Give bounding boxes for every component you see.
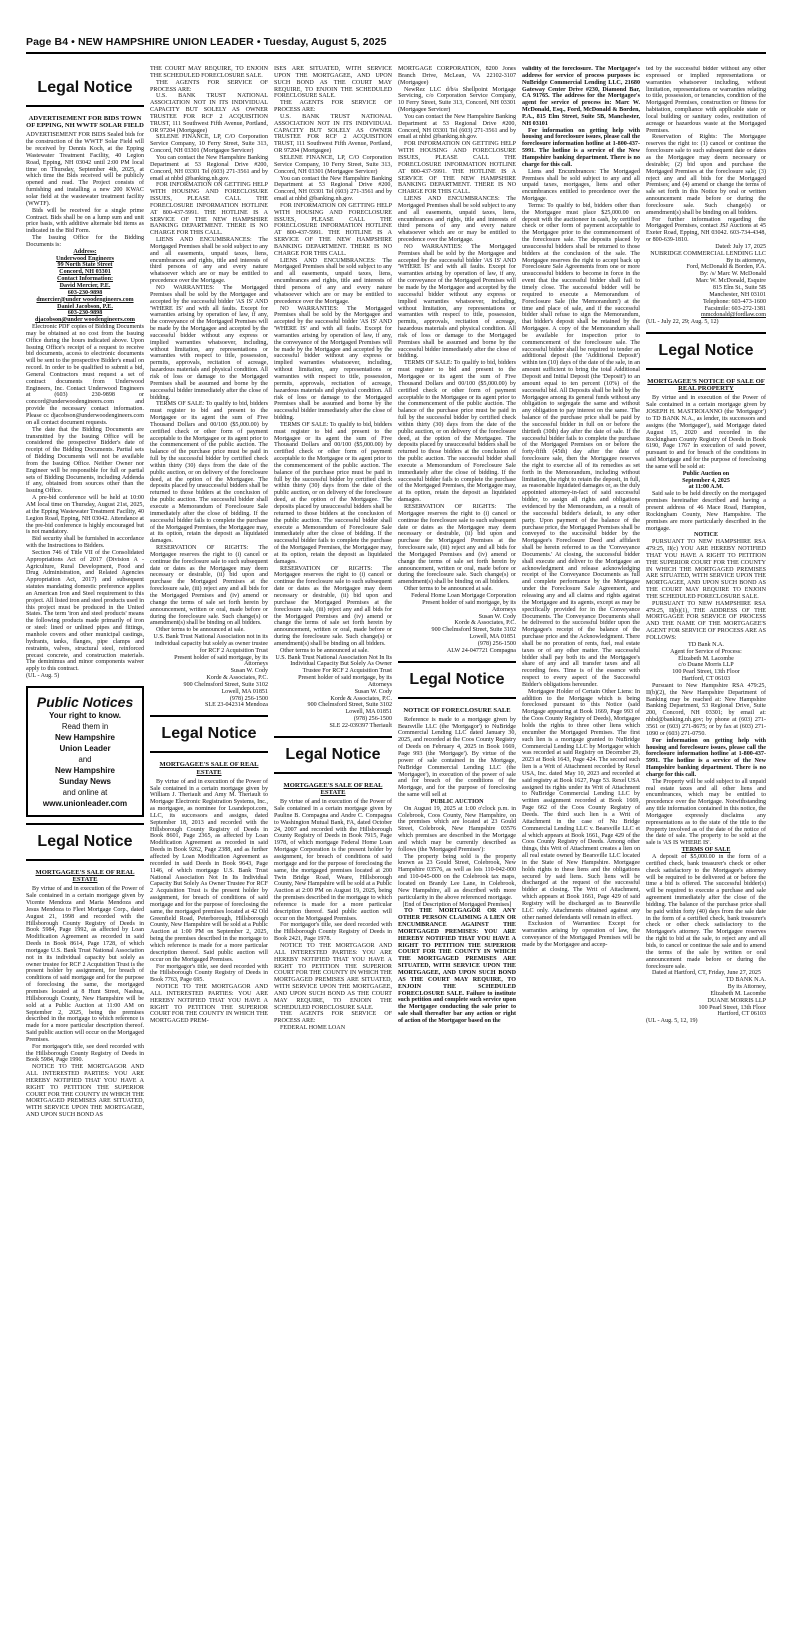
signature-line: (978) 256-1500: [229, 695, 268, 702]
promo-website-link[interactable]: www.unionleader.com: [42, 798, 128, 808]
notice-paragraph: Reference is made to a mortgage given by Bearsville LLC (the 'Mortgagor') to NuBridge Commercial Lending LLC dated January 30, 2025, and recorded at the Coos County Registry of Deeds on February 4, 2025 in Book 1669, Page 993 (the 'Mortgage'). By virtue of the power of sale contained in the Mortgage, NuBridge Commercial Lending LLC (the 'Mortgagee'), in execution of the power of sale and for breach of the conditions of the Mortgage, and for the purpose of foreclosing the same will sell at: [398, 716, 516, 799]
address-line: Agent for Service of Process:: [670, 648, 742, 655]
notice-paragraph: NOTICE TO THE MORTGAGOR AND ALL INTERESTED PARTIES: YOU ARE HEREBY NOTIFIED THAT YOU HAVE A RIGHT TO PETITION THE SUPERIOR COURT FOR THE COUNTY IN WHICH THE MORTGAGED PREMISES ARE SITUATED, WITH SERVICE UPON THE MORTGAGEE, AND UPON SUCH BOND AS THE COURT MAY REQUIRE, TO ENJOIN THE SCHEDULED FORECLOSURE SALE.: [274, 942, 392, 1011]
notice-paragraph: LIENS AND ENCUMBRANCES: The Mortgaged Premises shall be sold subject to any and all easements, unpaid taxes, liens, encumbrances and rights, title and interests of third persons of any and every nature whatsoever which are or may be entitled to precedence over the Mortgage.: [150, 237, 268, 285]
signature-line: U.S. Bank Trust National Association not in its individual capacity but solely as owner trustee for RCF 2 Acquisition Trust: [153, 634, 268, 654]
signature-line: Dated at Hartford, CT, Friday, June 27, 2025: [652, 970, 761, 977]
column-1: [26, 66, 144, 1119]
column-4: [398, 66, 516, 1596]
signature-line: Elizabeth M. Lacombe: [710, 990, 766, 997]
signature-line: Susan W. Cody: [230, 668, 268, 675]
address-line: 99 North State Street: [57, 262, 113, 269]
address-line: Hartford, CT 06103: [681, 676, 731, 683]
notice-paragraph: By virtue and in execution of the Power of Sale contained in a certain mortgage given by JOSEPH H. MASTROIANNO (the 'Mortgagor') to TD BANK N.A., as lender, its successors and assigns (the 'Mortgagee'), said Mortgage dated August 15, 2020 and recorded in the Rockingham County Registry of Deeds in Book 6190, Page 1767 in execution of said power, pursuant to and for breach of the conditions in said Mortgage and for the purpose of foreclosing the same will be sold at:: [646, 395, 766, 470]
notice-paragraph: Bid security shall be furnished in accordance with the Instructions to Bidders.: [26, 536, 144, 550]
signature-line: SLE 23-042314 Mendoza: [205, 702, 268, 709]
column-2: [150, 66, 268, 1596]
email-link[interactable]: mmcdonald@fordlaw.com: [701, 312, 766, 319]
notice-subheading: Public Auction on: [682, 470, 730, 477]
notice-paragraph: You can contact the New Hampshire Banking Department at 53 Regional Drive #200, Concord, NH 03301 Tel (603) 271-3561 and by email at nhbd @banking.nh.gov.: [274, 175, 392, 203]
signature-line: 100 Pearl Street, 13th Floor: [698, 1004, 766, 1011]
notice-paragraph: Pursuant to New Hampshire RSA 479:25, II(b)(2), the New Hampshire Department of Banking may be reached at: New Hampshire Banking Department, 53 Regional Drive, Suite 200, Concord, NH 03301; by email at: nhbd@banking.nh.gov; by phone at (603) 271-3561 or (603) 271-8675; or by fax at (603) 271-1090 or (603) 271-0750.: [646, 682, 766, 737]
signature-line: SLE 22-039397 Theriault: [329, 723, 392, 729]
address-line: 100 Pearl Street, 13th Floor: [672, 669, 740, 676]
signature-line: Korde & Associates, P.C.: [206, 675, 268, 682]
notice-subheading: PUBLIC AUCTION: [430, 798, 484, 805]
email-link[interactable]: djacobson@under woodengineers.com: [34, 317, 135, 324]
notice-paragraph: NO WARRANTIES: The Mortgaged Premises shall be sold by the Mortgagee and accepted by the successful bidder 'AS IS' AND 'WHERE IS' and with all faults. Except for warranties arising by operation of law, if any, the conveyance of the Mortgaged Premises will be made by the Mortgagee and accepted by the successful bidder without any express or implied warranties whatsoever, including, without limitation, any representations or warranties with respect to title, possession, permits, approvals, recitation of acreage, hazardous materials and physical condition. All risk of loss or damage to the Mortgaged Premises shall be assumed and borne by the successful bidder immediately after the close of bidding.: [274, 305, 392, 422]
notice-paragraph: U.S. BANK TRUST NATIONAL ASSOCIATION NOT IN ITS INDIVIDUAL CAPACITY BUT SOLELY AS OWNER TRUSTEE FOR RCF 2 ACQUISITION TRUST, 111 Southwest Fifth Avenue, Portland, OR 97204 (Mortgagee): [150, 93, 268, 134]
notice-title: MORTGAGEE'S SALE OF REAL ESTATE: [283, 781, 383, 797]
notice-paragraph: THE COURT MAY REQUIRE, TO ENJOIN THE SCHEDULED FORECLOSURE SALE.: [150, 66, 268, 79]
signature-line: Federal Home Loan Mortgage Corporation: [411, 592, 516, 599]
email-link[interactable]: dmercier@under woodengineers.com: [36, 296, 134, 303]
notice-paragraph: THE AGENTS FOR SERVICE OF PROCESS ARE:: [274, 100, 392, 114]
promo-line: Read them in: [61, 721, 109, 731]
notice-paragraph: NOTICE TO THE MORTGAGOR AND ALL INTERESTED PARTIES: YOU ARE HEREBY NOTIFIED THAT YOU HAVE A RIGHT TO PETITION THE SUPERIOR COURT FOR THE COUNTY IN WHICH THE MORTGAGED PREM-: [150, 984, 268, 1025]
notice-paragraph: You can contact the New Hampshire Banking Department at 53 Regional Drive #200, Concord, NH 03301 Tel (603) 271-3561 and by email at nhbd @banking.nh.gov.: [398, 113, 516, 141]
notice-subheading: at 11:00 A.M.: [688, 484, 724, 491]
notice-paragraph: FOR INFORMATION ON GETTING HELP WITH HOUSING AND FORECLOSURE ISSUES, PLEASE CALL THE FORECLOSURE INFORMATION HOTLINE AT 800-437-5991. THE HOTLINE IS A SERVICE OF THE NEW HAMPSHIRE BANKING DEPARTMENT. THERE IS NO CHARGE FOR THIS CALL.: [398, 141, 516, 196]
public-notices-promo: [26, 686, 144, 817]
address-line: David Mercier, P.E.: [59, 282, 111, 289]
notice-paragraph: On August 19, 2025 at 1:00 o'clock p.m. in Colebrook, Coos County, New Hampshire, on the premises which are located at 23 Gould Street, Colebrook, New Hampshire 03576 which premises are described in the Mortgage and which may be currently described as follows (the 'Mortgaged Premises'):: [398, 805, 516, 853]
legal-notice-banner: Legal Notice: [274, 736, 392, 774]
notice-paragraph: TERMS OF SALE: To qualify to bid, bidders must register to bid and present to the Mortgagee or its agent the sum of Five Thousand Dollars and 00/100 ($5,000.00) by certified check or other form of payment acceptable to the Mortgagee or its agent prior to the commencement of the public auction. The balance of the purchase price must be paid in full by the successful bidder by certified check within thirty (30) days from the date of the public auction, or on delivery of the foreclosure deed, at the option of the Mortgagee. The deposits placed by unsuccessful bidders shall be returned to those bidders at the conclusion of the public auction. The successful bidder shall execute a Memorandum of Foreclosure Sale immediately after the close of bidding. If the successful bidder fails to complete the purchase of the Mortgaged Premises, the Mortgagee may, at its option, retain the deposit as liquidated damages.: [398, 360, 516, 504]
address-line: Underwood Engineers: [55, 255, 115, 262]
signature-line: Facsimile: 603-272-1381: [704, 305, 766, 312]
address-line: 603-230-9898: [67, 289, 103, 296]
signature-line: Lowell, MA 01851: [469, 634, 516, 641]
promo-line: New Hampshire: [54, 765, 116, 775]
signature-line: By its attorneys,: [726, 257, 766, 264]
publication-tag: (UL - Aug. 5, 12, 19): [646, 1018, 698, 1025]
notice-paragraph: For mortgagor's title, see deed recorded with the Hillsborough County Registry of Deeds in Book 5984, Page 1990.: [26, 1043, 144, 1064]
notice-paragraph: SELENE FINANCE, LP, C/O Corporation Service Company, 10 Ferry Street, Suite 313, Concord, NH 03301 (Mortgagee Servicer): [274, 154, 392, 175]
notice-paragraph: By virtue of and in execution of the Power of Sale contained in a certain mortgage given by Pauline B. Compagna and Andre C. Compagna to Washington Mutual Bank, FA, dated October 24, 2007 and recorded with the Hillsborough County Registry of Deeds in Book 7915, Page 1978, of which mortgage Federal Home Loan Mortgage Corporation is the present holder by assignment, for breach of conditions of said mortgage and for the purpose of foreclosing the same, the mortgaged premises located at 200 Twin Bridge Road, Weare, Hillsborough County, New Hampshire will be sold at a Public Auction at 2:00 PM on August 19, 2025, being the premises described in the mortgage to which reference is made for a more particular description thereof. Said public auction will occur on the Mortgaged Premises.: [274, 799, 392, 922]
address-line: Daniel Jacobson, P.E.: [57, 303, 113, 310]
signature-line: Manchester, NH 03101: [709, 291, 766, 298]
notice-paragraph: Exclusion of Warranties: Except for warranties arising by operation of law, the conveyance of the Mortgaged Premises will be made by the Mortgagee and accep-: [522, 921, 640, 948]
notice-paragraph: NOTICE TO THE MORTGAGOR AND ALL INTERESTED PARTIES: YOU ARE HEREBY NOTIFIED THAT YOU HAVE A RIGHT TO PETITION THE SUPERIOR COURT FOR THE COUNTY IN WHICH THE MORTGAGED PREMISES ARE SITUATED, WITH SERVICE UPON THE MORTGAGEE, AND UPON SUCH BOND AS: [26, 1064, 144, 1119]
notice-title: ADVERTISEMENT FOR BIDS TOWN OF EPPING, NH WWTF SOLAR FIELD: [26, 115, 144, 130]
notice-subheading: NOTICE: [693, 532, 719, 539]
publication-tag: (UL - July 22, 29; Aug. 5, 12): [646, 319, 719, 326]
notice-paragraph: validity of the foreclosure. The Mortgagee's address for service of process purposes is: NuBridge Commercial Lending LLC, 21680 Gateway Center Drive #230, Diamond Bar, CA 91765. The address for the Mortgagee's agent for service of process in: Marc W. McDonald, Esq., Ford, McDonald & Borden, P.A., 815 Elm Street, Suite 5B, Manchester, NH 03101: [522, 66, 640, 127]
notice-paragraph: THE AGENTS FOR SERVICE OF PROCESS ARE:: [150, 79, 268, 93]
signature-line: Korde & Associates, P.C.: [454, 620, 516, 627]
promo-line: Your right to know.: [49, 710, 121, 720]
signature-line: By: /s/ Marc W. McDonald: [699, 271, 766, 278]
notice-paragraph: PURSUANT TO NEW HAMPSHIRE RSA 479:25, II(c) YOU ARE HEREBY NOTIFIED THAT YOU HAVE A RIGHT TO PETITION THE SUPERIOR COURT FOR THE COUNTY IN WHICH THE MORTGAGED PREMISES ARE SITUATED, WITH SERVICE UPON THE MORTGAGEE, AND UPON SUCH BOND AS THE COURT MAY REQUIRE TO ENJOIN THE SCHEDULED FORECLOSURE SALE.: [646, 539, 766, 600]
notice-paragraph: LIENS AND ENCUMBRANCES: The Mortgaged Premises shall be sold subject to any and all easements, unpaid taxes, liens, encumbrances and rights, title and interests of third persons of any and every nature whatsoever which are or may be entitled to precedence over the Mortgage.: [274, 257, 392, 305]
notice-paragraph: For information on getting help with housing and foreclosure issues, please call the foreclosure information hotline at 1-800-437-5991. The hotline is a service of the New Hampshire banking department. There is no charge for this call.: [522, 127, 640, 168]
notice-paragraph: For further information regarding the Mortgaged Premises, contact JSJ Auctions at 45 Exeter Road, Epping, NH 03042. 603-734-4348, or 800-639-1810.: [646, 216, 766, 244]
notice-paragraph: By virtue of and in execution of the Power of Sale contained in a certain mortgage given by William J. Theriault and Amy M. Theriault to Mortgage Electronic Registration Systems, Inc., as mortgagee, as nominee for Loandepot.com, LLC, its successors and assigns, dated September 18, 2013 and recorded with the Hillsborough County Registry of Deeds in Book 8601, Page 2365, as affected by Loan Modification Agreement as recorded in said Deeds in Book 9262, Page 2388, and as further affected by Loan Modification Agreement as recorded in said Deeds in Book 9643, Page 1146, of which mortgage U.S. Bank Trust National Association Not In Its Individual Capacity But Solely As Owner Trustee For RCF 2 Acquisition Trust is the present holder by assignment, for breach of conditions of said mortgage and for the purpose of foreclosing the same, the mortgaged premises located at 42 Old Greenfield Road, Peterborough, Hillsborough County, New Hampshire will be sold at a Public Auction at 1:00 PM on September 2, 2025, being the premises described in the mortgage to which reference is made for a more particular description thereof. Said public auction will occur on the Mortgaged Premises.: [150, 778, 268, 963]
signature-line: Korde & Associates, P.C.: [330, 695, 392, 702]
notice-paragraph: TO THE MORTGAGOR OR ANY OTHER PERSON CLAIMING A LIEN OR ENCUMBRANCE AGAINST THE MORTGAGED PREMISES: YOU ARE HEREBY NOTIFIED THAT YOU HAVE A RIGHT TO PETITION THE SUPERIOR COURT FOR THE COUNTY IN WHICH THE MORTGAGED PREMISES ARE SITUATED, WITH SERVICE UPON THE MORTGAGEE, AND UPON SUCH BOND AS THE COURT MAY REQUIRE, TO ENJOIN THE SCHEDULED FORECLOSURE SALE. Failure to institute such petition and complete such service upon the Mortgagee conducting the sale prior to sale shall thereafter bar any action or right of action of the Mortgagor based on the: [398, 908, 516, 1024]
notice-paragraph: Mortgagee Holder of Certain Other Liens: In addition to the Mortgage which is being foreclosed pursuant to this Notice (said Mortgage appearing at Book 1669, Page 993 of the Coos County Registry of Deeds), Mortgagee holds the rights to three other liens which encumber the Mortgaged Premises. The first such lien is a mortgage granted to NuBridge Commercial Lending LLC by Mortgagor which was recorded at said Registry on December 29, 2023 at Book 1643, Page 424. The second such lien is a Writ of Attachment recorded by Rexel USA, Inc. dated May 10, 2023 and recorded at said registry at Book 1627, Page 53. Rexel USA assigned its rights under its Writ of Attachment to NuBridge Commercial Lending LLC by written assignment recorded at Book 1669, Page 662 of the Coos County Registry of Deeds. The third such lien is a Writ of Attachment in the case of Nu Bridge Commercial Lending LLC v. Bearsville LLC et al which appears at Book 1661, Page 429 of the Coos County Registry of Deeds. Among other things, this Writ of Attachment creates a lien on all real estate owned by Bearsville LLC located in the State of New Hampshire. Mortgagee holds rights to these liens and the obligations secured by said liens. Such liens will be discharged at the request of the successful bidder at closing. The Writ of Attachment, which appears at Book 1661, Page 429 of said Registry will be discharged as to Bearsville LLC only. Attachments obtained against any other named defendants will remain in effect.: [522, 688, 640, 921]
address-line: c/o Duane Morris LLP: [678, 662, 734, 669]
signature-line: (978) 256-1500: [477, 640, 516, 647]
signature-line: Present holder of said mortgage, by its Attorneys: [422, 599, 516, 613]
address-line: Concord, NH 03301: [59, 269, 111, 276]
notice-paragraph: TERMS OF SALE: To qualify to bid, bidders must register to bid and present to the Mortgagee or its agent the sum of Five Thousand Dollars and 00/100 ($5,000.00) by certified check or other form of payment acceptable to the Mortgagee or its agent prior to the commencement of the public auction. The balance of the purchase price must be paid in full by the successful bidder by certified check within thirty (30) days from the date of the public auction, or on delivery of the foreclosure deed, at the option of the Mortgagee. The deposits placed by unsuccessful bidders shall be returned to those bidders at the conclusion of the public auction. The successful bidder shall execute a Memorandum of Foreclosure Sale immediately after the close of bidding. If the successful bidder fails to complete the purchase of the Mortgaged Premises, the Mortgagee may, at its option, retain the deposit as liquidated damages.: [150, 401, 268, 545]
promo-line: New Hampshire: [54, 732, 116, 742]
notice-paragraph: By virtue of and in execution of the Power of Sale contained in a certain mortgage given by Vicente Mendoza and Maria Mendoza and Jesus Mendoza to Fleet Mortgage Corp., dated August 21, 1998 and recorded with the Hillsborough County Registry of Deeds in Book 5984, Page 1992, as affected by Loan Modification Agreement as recorded in said Deeds in Book 8614, Page 1728, of which mortgage U.S. Bank Trust National Association not in its individual capacity but solely as owner trustee for RCF 2 Acquisition Trust is the present holder by assignment, for breach of conditions of said mortgage and for the purpose of foreclosing the same, the mortgaged premises located at 8 Hunt Street, Nashua, Hillsborough County, New Hampshire will be sold at a Public Auction at 11:00 AM on September 2, 2025, being the premises described in the mortgage to which reference is made for a more particular description thereof. Said public auction will occur on the Mortgaged Premises.: [26, 886, 144, 1043]
legal-notice-banner: Legal Notice: [26, 823, 144, 861]
page-header-line: Page B4 • NEW HAMPSHIRE UNION LEADER • Tuesday, August 5, 2025: [26, 36, 387, 48]
signature-line: Hartford, CT 06103: [717, 1011, 766, 1018]
signature-line: Susan W. Cody: [354, 688, 392, 695]
signature-line: TD BANK N.A.: [725, 977, 766, 984]
notice-paragraph: For mortgagor's title, see deed recorded with the Hillsborough County Registry of Deeds in Book 7763, Page 695.: [150, 963, 268, 984]
notice-paragraph: You can contact the New Hampshire Banking Department at 53 Regional Drive #200, Concord, NH 03301 Tel (603) 271-3561 and by email at nhbd @banking.nh.gov.: [150, 154, 268, 182]
notice-paragraph: THE AGENTS FOR SERVICE OF PROCESS ARE:: [274, 1011, 392, 1025]
notice-paragraph: ted by the successful bidder without any other expressed or implied representations or warranties whatsoever including, without limitation, representations or warranties relating to title, possession, or tenancies, condition of the Mortgaged Premises, construction or fitness for habitation, compliance with applicable state or local building or sanitary codes, restitution of acreage or hazardous waste at the Mortgaged Premises.: [646, 66, 766, 134]
publication-tag: (UL - Aug. 5): [26, 673, 60, 680]
signature-line: Present holder of said mortgage, by its Attorneys: [298, 675, 392, 688]
signature-line: Present holder of said mortgage, by its Attorneys: [174, 654, 268, 668]
promo-line: Sunday News: [58, 776, 111, 786]
notice-title: MORTGAGEE'S NOTICE OF SALE OF REAL PROPERTY: [647, 378, 765, 393]
address-line: Address:: [73, 248, 97, 255]
signature-line: Lowell, MA 01851: [221, 688, 268, 695]
signature-line: 900 Chelmsford Street, Suite 3102: [183, 681, 268, 688]
column-5: [522, 66, 640, 1596]
notice-paragraph: FEDERAL HOME LOAN: [280, 1025, 346, 1032]
legal-notice-banner: Legal Notice: [150, 715, 268, 753]
legal-notice-banner: Legal Notice: [646, 332, 766, 370]
signature-line: Lowell, MA 01851: [345, 709, 392, 716]
notice-paragraph: RESERVATION OF RIGHTS: The Mortgagee reserves the right to (i) cancel or continue the foreclosure sale to such subsequent date or dates as the Mortgagee may deem necessary or desirable, (ii) bid upon and purchase the Mortgaged Premises at the foreclosure sale, (iii) reject any and all bids for the Mortgaged Premises and (iv) amend or change the terms of sale set forth herein by announcement, written or oral, made before or during the foreclosure sale. Such change(s) or amendment(s) shall be binding on all bidders.: [398, 504, 516, 586]
column-3: [274, 66, 392, 1596]
notice-paragraph: FOR INFORMATION ON GETTING HELP WITH HOUSING AND FORECLOSURE ISSUES, PLEASE CALL THE FORECLOSURE INFORMATION HOTLINE AT 800-437-5991. THE HOTLINE IS A SERVICE OF THE NEW HAMPSHIRE BANKING DEPARTMENT. THERE IS NO CHARGE FOR THIS CALL.: [274, 202, 392, 257]
signature-line: Telephone: 603-473-1600: [702, 298, 766, 305]
promo-line: and: [78, 754, 92, 764]
notice-paragraph: U.S. BANK TRUST NATIONAL ASSOCIATION NOT IN ITS INDIVIDUAL CAPACITY BUT SOLELY AS OWNER TRUSTEE FOR RCF 2 ACQUISITION TRUST, 111 Southwest Fifth Avenue, Portland, OR 97204 (Mortgagee): [274, 113, 392, 155]
signature-line: 900 Chelmsford Street, Suite 3102: [307, 702, 392, 709]
notice-paragraph: Other terms to be announced at sale.: [280, 647, 369, 654]
notice-paragraph: For mortgagor's title, see deed recorded with the Hillsborough County Registry of Deeds in Book 2421, Page 1978.: [274, 922, 392, 943]
promo-line: Union Leader: [59, 743, 111, 753]
signature-line: Marc W. McDonald, Esquire: [695, 278, 766, 285]
signature-line: DUANE MORRIS LLP: [707, 997, 766, 1004]
signature-line: NUBRIDGE COMMERCIAL LENDING LLC: [650, 250, 766, 257]
notice-paragraph: Section 746 of Title VII of the Consolidated Appropriations Act of 2017 (Division A - Agriculture, Rural Development, Food and Drug Administration, and Related Agencies Appropriation Act, 2017) and subsequent statutes mandating domestic preference applies an American Iron and Steel requirement to this project. All listed iron and steel products used in this project must be produced in the United States. The term 'iron and steel products' means the following products made primarily of iron or steel: lined or unlined pipes and fittings, manhole covers and other municipal castings, hydrants, tanks, flanges, pipe clamps and restraints, valves, structural steel, reinforced precast concrete, and construction materials. The deminimus and minor components waiver apply to this contract.: [26, 549, 144, 673]
notice-paragraph: Bids will be received for a single prime Contract. Bids shall be on a lump sum and unit price basis, with additive alternate bid items as indicated in the Bid Form.: [26, 207, 144, 235]
notice-paragraph: MORTGAGE CORPORATION, 8200 Jones Branch Drive, McLean, VA 22102-3107 (Mortgagee): [398, 66, 516, 86]
notice-paragraph: RESERVATION OF RIGHTS: The Mortgagee reserves the right to (i) cancel or continue the foreclosure sale to such subsequent date or dates as the Mortgagee may deem necessary or desirable, (ii) bid upon and purchase the Mortgaged Premises at the foreclosure sale, (iii) reject any and all bids for the Mortgaged Premises and (iv) amend or change the terms of sale set forth herein by announcement, written or oral, made before or during the foreclosure sale. Such change(s) or amendment(s) shall be binding on all bidders.: [150, 545, 268, 627]
legal-notice-banner: Legal Notice: [398, 661, 516, 699]
notice-subheading: September 4, 2025: [682, 477, 730, 484]
notice-paragraph: For information on getting help with housing and foreclosure issues, please call the foreclosure information hotline at 1-800-437-5991. The hotline is a service of the New Hampshire banking department. There is no charge for this call.: [646, 737, 766, 778]
signature-line: Susan W. Cody: [478, 613, 516, 620]
page-header: [26, 28, 766, 54]
notice-title: MORTGAGEE'S SALE OF REAL ESTATE: [35, 868, 135, 884]
notice-paragraph: LIENS AND ENCUMBRANCES: The Mortgaged Premises shall be sold subject to any and all easements, unpaid taxes, liens, encumbrances and rights, title and interests of third persons of any and every nature whatsoever which are or may be entitled to precedence over the Mortgage.: [398, 196, 516, 244]
promo-heading: Public Notices: [36, 693, 134, 710]
notice-paragraph: TERMS OF SALE: To qualify to bid, bidders must register to bid and present to the Mortgagee or its agent the sum of Five Thousand Dollars and 00/100 ($5,000.00) by certified check or other form of payment acceptable to the Mortgagee or its agent prior to the commencement of the public auction. The balance of the purchase price must be paid in full by the successful bidder by certified check within thirty (30) days from the date of the public auction, or on delivery of the foreclosure deed, at the option of the Mortgagee. The deposits placed by unsuccessful bidders shall be returned to those bidders at the conclusion of the public auction. The successful bidder shall execute a Memorandum of Foreclosure Sale immediately after the close of bidding. If the successful bidder fails to complete the purchase of the Mortgaged Premises, the Mortgagee may, at its option, retain the deposit as liquidated damages.: [274, 421, 392, 565]
promo-line: and online at: [62, 787, 108, 797]
notice-paragraph: Terms: To qualify to bid, bidders other than the Mortgagee must place $25,000.00 on deposit with the auctioneer in cash, by certified check or other form of payment acceptable to the Mortgagee prior to the commencement of the foreclosure sale. The deposits placed by unsuccessful bidders shall be returned to those bidders at the conclusion of the sale. The Mortgagee reserves the right to accept back up Foreclosure Sale Agreements from one or more unsuccessful bidders to become in force in the event that the successful bidder shall fail to timely close. The successful bidder will be required to execute a Memorandum of Foreclosure Sale (the 'Memorandum') at the time and place of sale, and if the successful bidder shall refuse to sign the Memorandum, that bidder's deposit shall be retained by the Mortgagee. A copy of the Memorandum shall be available for inspection prior to commencement of the foreclosure sale. The successful bidder shall be required to tender an additional deposit (the 'Additional Deposit') within ten (10) days of the date of the sale, in an amount sufficient to bring the total Additional Deposit and Initial Deposit (the 'Deposit') to an amount equal to ten percent (10%) of the successful bid. All Deposits shall be held by the Mortgagee among its general funds without any obligation to segregate the same and without any obligation to pay interest on the same. The balance of the purchase price shall be paid by the successful bidder in full on or before the thirtieth (30th) day after the date of sale. If the successful bidder fails to complete the purchase of the Mortgaged Premises on or before the forty-fifth (45th) day after the date of foreclosure sale, then the Mortgagee reserves the right to exercise all of its remedies as set forth in the Memorandum, including without limitation, the right to retain the deposit, in full, as reasonable liquidated damages or, as the duly appointed attorney-in-fact of said successful bidder, to assign all rights and obligations evidenced by the Memorandum, as a result of the successful bidder's default, to any other party. Upon payment of the balance of the purchase price, the Mortgaged Premises shall be conveyed to the successful bidder by the Mortgagee's Foreclosure Deed and affidavit shall be herein referred to as the 'Conveyance Documents.' At closing, the successful bidder shall execute and deliver to the Mortgagee an acknowledgment and release acknowledging receipt of the Conveyance Documents as full and complete performance by the Mortgagee under the Foreclosure Sale Agreement, and releasing any and all claims and rights against the Mortgagee and its agents, except as may be specifically provided for in the Conveyance Documents. The Conveyance Documents shall be delivered to the successful bidder upon the Mortgagee's receipt of the balance of the purchase price and the Acknowledgment. There shall be no proration of rents, fuel, real estate taxes or of any other matter. The successful bidder shall pay both its and the Mortgagee's share of any and all transfer taxes and all recording fees. Time is of the essence with respect to every aspect of the Successful Bidder's obligations hereunder.: [522, 202, 640, 688]
legal-notice-banner: Legal Notice: [26, 66, 144, 107]
notice-title: MORTGAGEE'S SALE OF REAL ESTATE: [159, 761, 259, 776]
column-6: [646, 66, 766, 1596]
notice-paragraph: Other terms to be announced at sale.: [156, 627, 245, 634]
notice-paragraph: Liens and Encumbrances: The Mortgaged Premises shall be sold subject to any and all unpaid taxes, mortgages, liens and other encumbrances entitled to precedence over the Mortgage.: [522, 168, 640, 203]
signature-line: U.S. Bank Trust National Association Not In Its Individual Capacity But Solely As Owner Trustee For RCF 2 Acquisition Trust: [275, 654, 392, 675]
address-line: Elizabeth M. Lacombe: [678, 655, 734, 662]
notice-paragraph: Said sale to be held directly on the mortgaged premises hereinafter described and having a present address of 46 Mace Road, Hampton, Rockingham County, New Hampshire. The premises are more particularly described in the mortgage.: [646, 491, 766, 532]
signature-line: (978) 256-1500: [353, 716, 392, 723]
notice-paragraph: The property being sold is the property known as 23 Gould Street, Colebrook, New Hampshire 03576, as well as lots 110-042-000 and 110-045-000 on the Colebrook tax maps, located on Brandy Lee Lane, in Colebrook, New Hampshire, all as described with more particularity in the above referenced mortgage.: [398, 853, 516, 901]
notice-paragraph: RESERVATION OF RIGHTS: The Mortgagee reserves the right to (i) cancel or continue the foreclosure sale to such subsequent date or dates as the Mortgagee may deem necessary or desirable, (ii) bid upon and purchase the Mortgaged Premises at the foreclosure sale, (iii) reject any and all bids for the Mortgaged Premises and (iv) amend or change the terms of sale set forth herein by announcement, written or oral, made before or during the foreclosure sale. Such change(s) or amendment(s) shall be binding on all bidders.: [274, 565, 392, 647]
notice-paragraph: SELENE FINANCE, LP, C/O Corporation Service Company, 10 Ferry Street, Suite 313, Concord, NH 03301 (Mortgagee Servicer): [150, 134, 268, 155]
signature-line: 815 Elm St., Suite 5B: [712, 285, 766, 291]
notice-subheading: TERMS OF SALE: [681, 847, 731, 854]
notice-paragraph: ADVERTISEMENT FOR BIDS Sealed bids for the construction of the WWTF Solar Field will be received by Dennis Koch, at the Epping Wastewater Treatment Facility, 40 Legion Road, Epping, NH 03042 until 2:00 PM local time on Thursday, September 4th, 2025, at which time the Bids received will be publicly opened and read. The Project consists of furnishing and installing a new 200 KWAC solar field at the wastewater treatment facility (WWTF).: [26, 132, 144, 207]
notice-paragraph: A pre-bid conference will be held at 10:00 AM local time on Thursday, August 21st, 2025, at the Epping Wastewater Treatment Facility, 40 Legion Road, Epping, NH 03042. Attendance at the pre-bid conference is highly encouraged but is not mandatory.: [26, 495, 144, 536]
signature-line: ALW 24-047721 Compagna: [446, 647, 516, 654]
notice-paragraph: [End of Description of Mortgaged Premises]: [402, 901, 512, 908]
notice-paragraph: FOR INFORMATION ON GETTING HELP WITH HOUSING AND FORECLOSURE ISSUES, PLEASE CALL THE FORECLOSURE INFORMATION HOTLINE AT 800-437-5991. THE HOTLINE IS A SERVICE OF THE NEW HAMPSHIRE BANKING DEPARTMENT. THERE IS NO CHARGE FOR THIS CALL.: [150, 182, 268, 237]
signature-line: Dated: July 17, 2025: [715, 243, 766, 250]
notice-paragraph: The Issuing Office for the Bidding Documents is:: [26, 235, 144, 248]
notice-paragraph: A deposit of $5,000.00 in the form of a certified check, bank treasurer's check or other check satisfactory to the Mortgagee's attorney will be required to be delivered at or before the time a bid is offered. The successful bidder(s) will be required to execute a purchase and sale agreement immediately after the close of the bidding. The balance of the purchase price shall be paid within forty (40) days from the sale date in the form of a certified check, bank treasurer's check or other check satisfactory to the Mortgagee's attorney. The Mortgagee reserves the right to bid at the sale, to reject any and all bids, to cancel or continue the sale and to amend the terms of the sale by written or oral announcement made before or during the foreclosure sale.: [646, 854, 766, 970]
notice-paragraph: The Property will be sold subject to all unpaid real estate taxes and all other liens and encumbrances, which may be entitled to precedence over the Mortgage. Notwithstanding any title information contained in this notice, the Mortgagee expressly disclaims any representations as to the state of the title to the Property involved as of the date of the notice of the date of sale. The property to be sold at the sale is 'AS IS WHERE IS'.: [646, 778, 766, 847]
address-line: Contact Information:: [56, 276, 114, 283]
notice-paragraph: PURSUANT TO NEW HAMPSHIRE RSA 479:25, II(b)(1), THE ADDRESS OF THE MORTGAGEE FOR SERVICE OF PROCESS AND THE NAME OF THE MORTGAGEE'S AGENT FOR SERVICE OF PROCESS ARE AS FOLLOWS:: [646, 600, 766, 641]
signature-line: 900 Chelmsford Street, Suite 3102: [431, 627, 516, 634]
address-line: TD Bank N.A.: [688, 641, 724, 648]
notice-paragraph: Electronic PDF copies of Bidding Documents may be obtained at no cost from the Issuing Office during the hours indicated above. Upon Issuing Office's receipt of a request to receive bid documents, access to electronic documents will be sent to the prospective Bidder's email on record. In order to be qualified to submit a bid, General Contractors must request a set of contract documents from Underwood Engineers, Inc. Contact Underwood Engineers at (603) 230-9898 or concord@underwoodengineers.com and provide the necessary contact information. Please cc djacobson@underwoodengineers.com on all contact document requests.: [26, 324, 144, 426]
signature-line: By its Attorney,: [727, 984, 766, 991]
notice-paragraph: The date that the Bidding Documents are transmitted by the Issuing Office will be considered the prospective Bidder's date of receipt of the Bidding Documents. Partial sets of Bidding Documents will not be available from the Issuing Office. Neither Owner nor Engineer will be responsible for full or partial sets of Bidding Documents, including Addenda if any, obtained from sources other than the Issuing Office.: [26, 426, 144, 495]
notice-paragraph: Other terms to be announced at sale.: [404, 586, 493, 593]
notice-paragraph: NewRez LLC d/b/a Shellpoint Mortgage Servicing, c/o Corporation Service Company, 10 Ferry Street, Suite 313, Concord, NH 03301 (Mortgagee Servicer): [398, 86, 516, 114]
notice-paragraph: Reservation of Rights: The Mortgagee reserves the right to: (1) cancel or continue the foreclosure sale to such subsequent date or dates as the Mortgagee may deem necessary or desirable; (2) bid upon and purchase the Mortgaged Premises at the foreclosure sale; (3) reject any and all bids for the Mortgaged Premises; and (4) amend or change the terms of sale set forth in this Notice by oral or written announcement made before or during the foreclosure sale. Such change(s) or amendment(s) shall be binding on all bidders.: [646, 134, 766, 216]
notice-title: NOTICE OF FORECLOSURE SALE: [403, 706, 511, 714]
address-line: 603-230-9898: [67, 310, 103, 317]
notice-paragraph: ISES ARE SITUATED, WITH SERVICE UPON THE MORTGAGEE, AND UPON SUCH BOND AS THE COURT MAY REQUIRE, TO ENJOIN THE SCHEDULED FORECLOSURE SALE.: [274, 66, 392, 100]
notice-paragraph: NO WARRANTIES: The Mortgaged Premises shall be sold by the Mortgagee and accepted by the successful bidder 'AS IS' AND 'WHERE IS' and with all faults. Except for warranties arising by operation of law, if any, the conveyance of the Mortgaged Premises will be made by the Mortgagee and accepted by the successful bidder without any express or implied warranties whatsoever, including, without limitation, any representations or warranties with respect to title, possession, permits, approvals, recitation of acreage, hazardous materials and physical condition. All risk of loss or damage to the Mortgaged Premises shall be assumed and borne by the successful bidder immediately after the close of bidding.: [398, 243, 516, 360]
signature-line: Ford, McDonald & Borden, P.A.: [686, 264, 766, 271]
notice-paragraph: NO WARRANTIES: The Mortgaged Premises shall be sold by the Mortgagee and accepted by the successful bidder 'AS IS' AND 'WHERE IS' and with all faults. Except for warranties arising by operation of law, if any, the conveyance of the Mortgaged Premises will be made by the Mortgagee and accepted by the successful bidder without any express or implied warranties whatsoever, including, without limitation, any representations or warranties with respect to title, possession, permits, approvals, recitation of acreage, hazardous materials and physical condition. All risk of loss or damage to the Mortgaged Premises shall be assumed and borne by the successful bidder immediately after the close of bidding.: [150, 285, 268, 401]
